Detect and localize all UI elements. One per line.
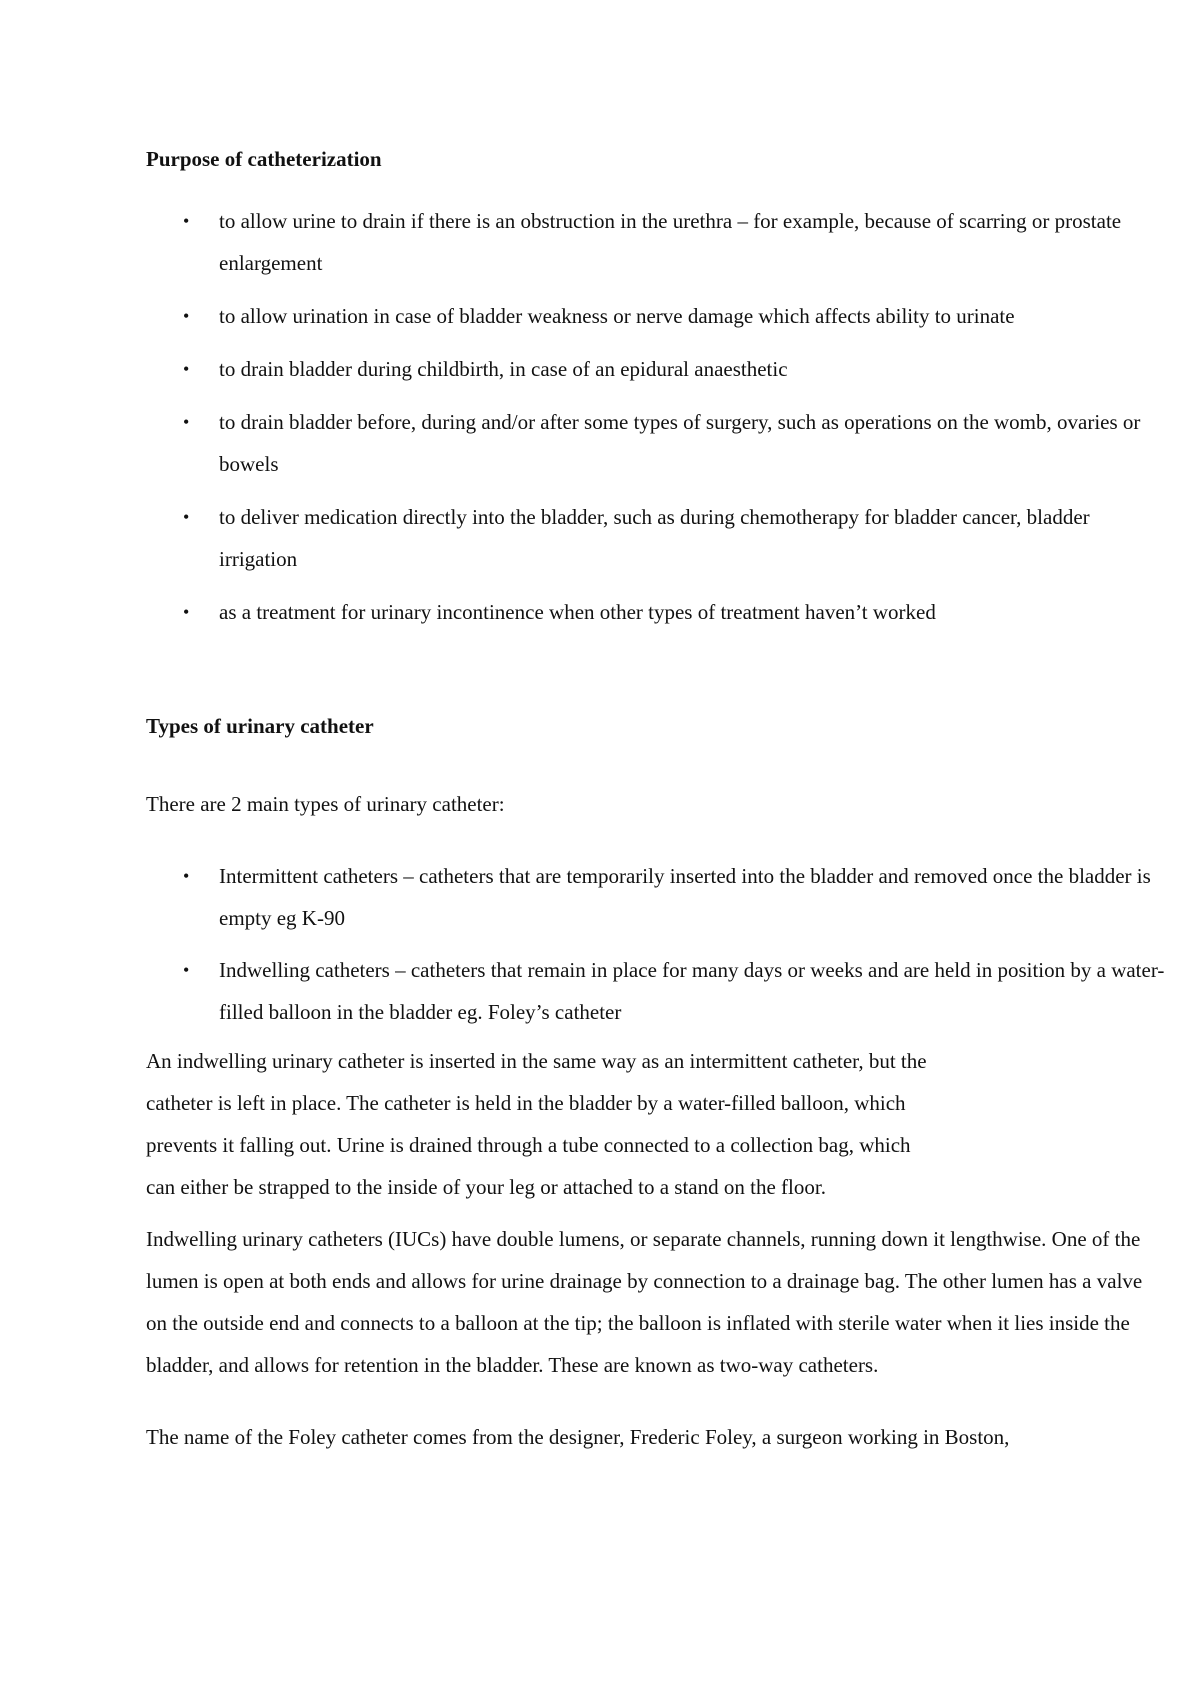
list-item [146,591,1166,633]
list-item-text: as a treatment for urinary incontinence when other types of treatment haven’t worked [219,600,936,624]
paragraph-line: can either be strapped to the inside of your leg or attached to a stand on the floor. [146,1175,826,1199]
paragraph-line: An indwelling urinary catheter is inserted in the same way as an intermittent catheter, but the [146,1049,927,1073]
types-list [146,855,1166,1033]
foley-paragraph: The name of the Foley catheter comes from the designer, Frederic Foley, a surgeon working in Boston, [146,1425,1010,1449]
list-item-text: to drain bladder before, during and/or after some types of surgery, such as operations on the womb, ovaries or bowels [219,410,1141,476]
indwelling-paragraph [146,1040,1166,1208]
bullet-icon: • [183,960,190,980]
paragraph-line: prevents it falling out. Urine is drained through a tube connected to a collection bag, which [146,1133,911,1157]
list-item [146,949,1166,1033]
bullet-icon: • [183,412,190,432]
list-item-text: Indwelling catheters – catheters that remain in place for many days or weeks and are held in position by a water-filled balloon in the bladder eg. Foley’s catheter [219,958,1165,1024]
bullet-icon: • [183,359,190,379]
purpose-list [146,200,1166,633]
list-item-text: to allow urine to drain if there is an obstruction in the urethra – for example, because of scarring or prostate enlargement [219,209,1122,275]
list-item [146,200,1166,284]
list-item [146,496,1166,580]
paragraph-line: catheter is left in place. The catheter is held in the bladder by a water-filled balloon, which [146,1091,906,1115]
bullet-icon: • [183,507,190,527]
lumens-paragraph: Indwelling urinary catheters (IUCs) have double lumens, or separate channels, running down it lengthwise. One of the lumen is open at both ends and allows for urine drainage by connection to a drainage bag. The other lumen has a valve on the outside end and connects to a balloon at the tip; the balloon is inflated with sterile water when it lies inside the bladder, and allows for retention in the bladder. These are known as two-way catheters. [146,1227,1143,1377]
list-item-text: to deliver medication directly into the bladder, such as during chemotherapy for bladder cancer, bladder irrigation [219,505,1090,571]
list-item-text: to allow urination in case of bladder weakness or nerve damage which affects ability to urinate [219,304,1015,328]
bullet-icon: • [183,306,190,326]
list-item [146,295,1166,337]
bullet-icon: • [183,866,190,886]
document-content [146,138,1166,1458]
list-item-text: to drain bladder during childbirth, in case of an epidural anaesthetic [219,357,788,381]
bullet-icon: • [183,602,190,622]
bullet-icon: • [183,211,190,231]
list-item [146,401,1166,485]
list-item-text: Intermittent catheters – catheters that are temporarily inserted into the bladder and removed once the bladder is empty eg K-90 [219,864,1151,930]
list-item [146,348,1166,390]
list-item [146,855,1166,939]
types-intro: There are 2 main types of urinary catheter: [146,792,505,816]
heading-types: Types of urinary catheter [146,714,374,738]
heading-purpose: Purpose of catheterization [146,147,382,171]
